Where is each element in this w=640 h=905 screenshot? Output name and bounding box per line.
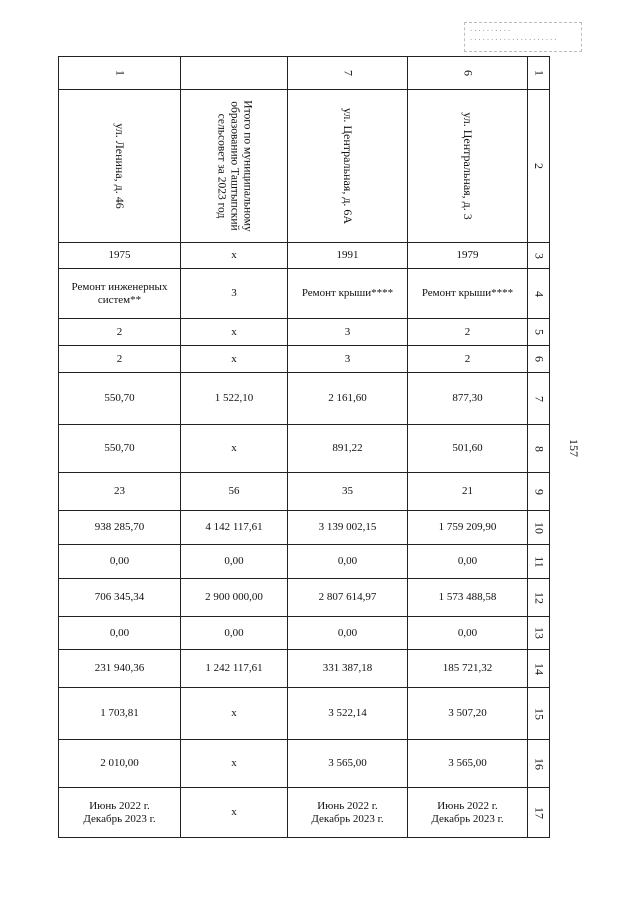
table-row <box>59 269 550 319</box>
table-row <box>59 617 550 650</box>
total-header: Итого по муниципальному образованию Таштыпский сельсовет за 2023 год <box>181 90 288 243</box>
row-index-cell: 1 <box>528 57 550 90</box>
table-cell: 0,00 <box>181 617 288 650</box>
row-index-cell: 11 <box>528 545 550 579</box>
table-cell: 501,60 <box>408 425 528 473</box>
table-row <box>59 545 550 579</box>
stamp-line: ..................... <box>469 34 558 42</box>
row-index-cell: 16 <box>528 740 550 788</box>
table-cell: 2 161,60 <box>288 373 408 425</box>
table-cell: 3 <box>181 269 288 319</box>
table-cell: 1 703,81 <box>59 688 181 740</box>
table-row <box>59 425 550 473</box>
table-cell: 2 <box>59 346 181 373</box>
table-cell: x <box>181 346 288 373</box>
page-number: 157 <box>567 439 581 457</box>
table-cell: x <box>181 740 288 788</box>
table-row <box>59 788 550 838</box>
table-cell: 185 721,32 <box>408 650 528 688</box>
table-row <box>59 373 550 425</box>
table-cell: 21 <box>408 473 528 511</box>
table-cell: 1 759 209,90 <box>408 511 528 545</box>
table-cell: 1979 <box>408 243 528 269</box>
table-cell: 3 565,00 <box>288 740 408 788</box>
table-cell: 2 010,00 <box>59 740 181 788</box>
table-cell: 231 940,36 <box>59 650 181 688</box>
table-cell: 1 573 488,58 <box>408 579 528 617</box>
table-cell: x <box>181 243 288 269</box>
table-row <box>59 319 550 346</box>
row-index-cell: 14 <box>528 650 550 688</box>
table-cell: 3 <box>288 346 408 373</box>
table-row <box>59 243 550 269</box>
table-row <box>59 688 550 740</box>
table-cell: 1 242 117,61 <box>181 650 288 688</box>
table-cell: 938 285,70 <box>59 511 181 545</box>
table-cell: 2 <box>408 346 528 373</box>
table-cell: 56 <box>181 473 288 511</box>
table-cell: 2 <box>59 319 181 346</box>
table-cell: Ремонт крыши**** <box>288 269 408 319</box>
table-cell: Ремонт крыши**** <box>408 269 528 319</box>
header-cell: 1 <box>59 57 181 90</box>
table-cell: 891,22 <box>288 425 408 473</box>
table-cell: 35 <box>288 473 408 511</box>
registration-stamp <box>464 22 582 52</box>
table-cell: x <box>181 688 288 740</box>
table-row <box>59 473 550 511</box>
row-index-cell: 2 <box>528 90 550 243</box>
table-row <box>59 579 550 617</box>
table-cell: 2 807 614,97 <box>288 579 408 617</box>
table-cell: 4 142 117,61 <box>181 511 288 545</box>
table-cell: Ремонт инженерных систем** <box>59 269 181 319</box>
table-cell: 1991 <box>288 243 408 269</box>
data-table <box>58 56 550 838</box>
table-cell: 1 522,10 <box>181 373 288 425</box>
row-index-cell: 12 <box>528 579 550 617</box>
table-row <box>59 740 550 788</box>
table-cell: Июнь 2022 г. Декабрь 2023 г. <box>408 788 528 838</box>
table-cell: 2 <box>408 319 528 346</box>
table-cell: 550,70 <box>59 373 181 425</box>
row-index-cell: 9 <box>528 473 550 511</box>
table-cell: 1975 <box>59 243 181 269</box>
table-row <box>59 511 550 545</box>
table-cell: 550,70 <box>59 425 181 473</box>
header-cell <box>181 57 288 90</box>
address-header: ул. Ленина, д. 46 <box>59 90 181 243</box>
table-cell: Июнь 2022 г. Декабрь 2023 г. <box>288 788 408 838</box>
header-cell: 6 <box>408 57 528 90</box>
header-cell: 7 <box>288 57 408 90</box>
row-index-cell: 3 <box>528 243 550 269</box>
table-cell: Июнь 2022 г. Декабрь 2023 г. <box>59 788 181 838</box>
table-cell: 3 565,00 <box>408 740 528 788</box>
row-index-cell: 5 <box>528 319 550 346</box>
row-index-cell: 7 <box>528 373 550 425</box>
header-name-row <box>59 90 550 243</box>
stamp-line: .......... <box>469 25 512 33</box>
table-cell: 3 507,20 <box>408 688 528 740</box>
table-cell: 0,00 <box>408 545 528 579</box>
table-cell: 706 345,34 <box>59 579 181 617</box>
row-index-cell: 4 <box>528 269 550 319</box>
row-index-cell: 6 <box>528 346 550 373</box>
row-index-cell: 13 <box>528 617 550 650</box>
table-cell: 3 139 002,15 <box>288 511 408 545</box>
table-cell: 0,00 <box>288 617 408 650</box>
table-cell: 3 522,14 <box>288 688 408 740</box>
table-cell: 331 387,18 <box>288 650 408 688</box>
table-row <box>59 346 550 373</box>
table-cell: 2 900 000,00 <box>181 579 288 617</box>
row-index-cell: 17 <box>528 788 550 838</box>
table-cell: x <box>181 425 288 473</box>
table-row <box>59 650 550 688</box>
table-cell: x <box>181 319 288 346</box>
table-cell: 3 <box>288 319 408 346</box>
row-index-cell: 8 <box>528 425 550 473</box>
table-cell: 877,30 <box>408 373 528 425</box>
header-index-row <box>59 57 550 90</box>
table-cell: 0,00 <box>59 617 181 650</box>
table-cell: 0,00 <box>59 545 181 579</box>
row-index-cell: 10 <box>528 511 550 545</box>
table-cell: 0,00 <box>288 545 408 579</box>
table-cell: 0,00 <box>181 545 288 579</box>
address-header: ул. Центральная, д. 3 <box>408 90 528 243</box>
table-cell: x <box>181 788 288 838</box>
row-index-cell: 15 <box>528 688 550 740</box>
address-header: ул. Центральная, д. 6А <box>288 90 408 243</box>
table-cell: 0,00 <box>408 617 528 650</box>
table-cell: 23 <box>59 473 181 511</box>
